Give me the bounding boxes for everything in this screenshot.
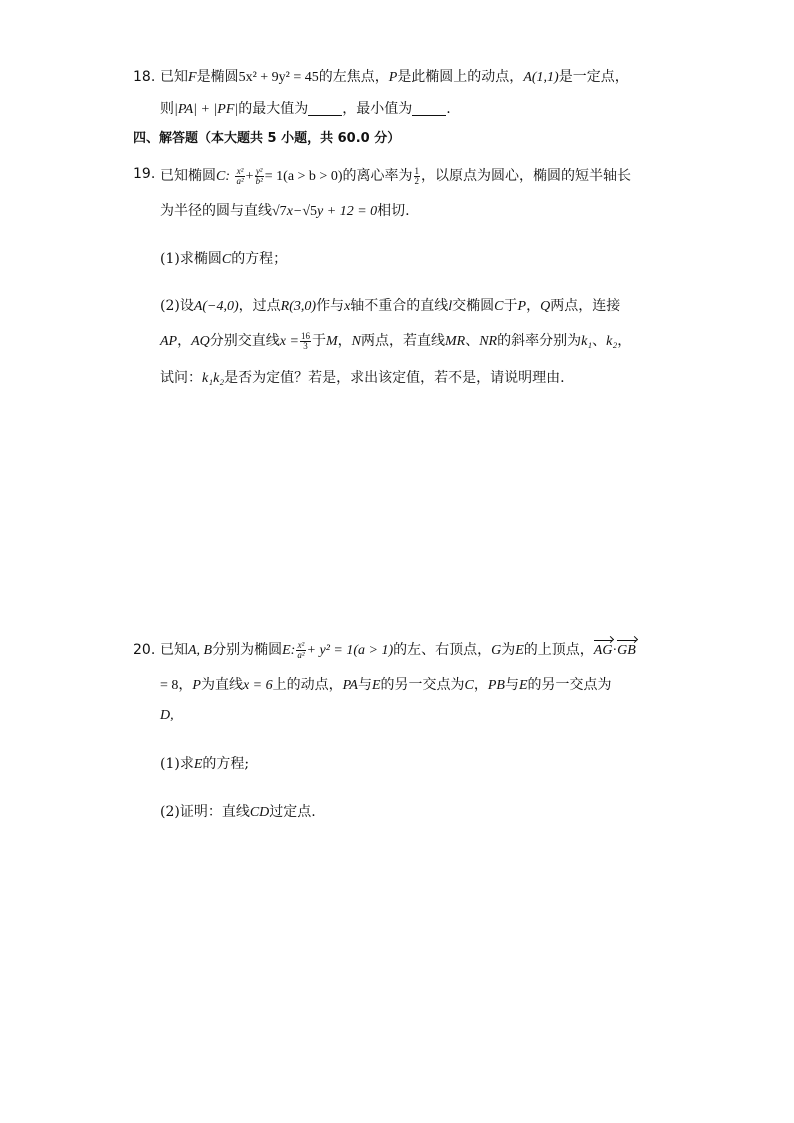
question-18-line-1: 已知F是椭圆5x² + 9y² = 45的左焦点，P是此椭圆上的动点，A(1,1)是一定点， [160, 69, 629, 85]
fraction: $\frac{16}{3}$ [300, 330, 310, 351]
vector: AG [594, 639, 613, 663]
question-number: 20. [133, 642, 156, 658]
question-18-line-2: 则|PA| + |PF|的最大值为 ，最小值为 . [160, 101, 451, 117]
question-number: 19. [133, 166, 156, 182]
question-20-part-1: (1)求E的方程; [160, 756, 250, 772]
question-19-part-2-line-3: 试问：k₁k₂是否为定值？若是，求出该定值，若不是，请说明理由. [160, 370, 565, 386]
question-20-line-1: 已知A, B分别为椭圆E: $\frac{\text{x²}}{\text{a²}}$ + y² = 1(a > 1)的左、右顶点，G为E的上顶点，AG·GB [160, 638, 636, 662]
question-20-part-2: (2)证明：直线CD过定点. [160, 804, 316, 820]
question-number: 18. [133, 69, 156, 85]
question-19-part-2-line-1: (2)设A(−4,0)，过点R(3,0)作与x轴不重合的直线l交椭圆C于P，Q两点，连接 [160, 298, 621, 314]
question-20-line-2: = 8，P为直线x = 6上的动点，PA与E的另一交点为C，PB与E的另一交点为 [160, 677, 612, 693]
answer-blank-min [412, 101, 446, 116]
question-19-part-2-line-2: AP，AQ分别交直线x = $\frac{16}{3}$ 于M，N两点，若直线MR、NR的斜率分别为k₁、k₂， [160, 330, 632, 351]
question-20-line-3: D, [160, 708, 174, 723]
question-19-part-1: (1)求椭圆C的方程； [160, 251, 288, 267]
vector: GB [617, 639, 636, 663]
fraction: $\frac{\text{y²}}{\text{b²}}$ [255, 165, 263, 186]
question-19-line-1: 已知椭圆C: $\frac{\text{x²}}{\text{a²}}$ + $\frac{\text{y²}}{\text{b²}}$ = 1(a > b > 0)的离心率为 $\frac{1}{2}$ ，以原点为圆心，椭圆的短半轴长 [160, 165, 631, 186]
fraction: $\frac{1}{2}$ [414, 165, 419, 186]
question-19-line-2: 为半径的圆与直线√7x−√5y + 12 = 0相切. [160, 203, 410, 219]
section-title: 四、解答题（本大题共 5 小题，共 60.0 分） [133, 131, 401, 146]
fraction: $\frac{\text{x²}}{\text{a²}}$ [236, 165, 244, 186]
fraction: $\frac{\text{x²}}{\text{a²}}$ [297, 639, 305, 660]
answer-blank-max [308, 101, 342, 116]
